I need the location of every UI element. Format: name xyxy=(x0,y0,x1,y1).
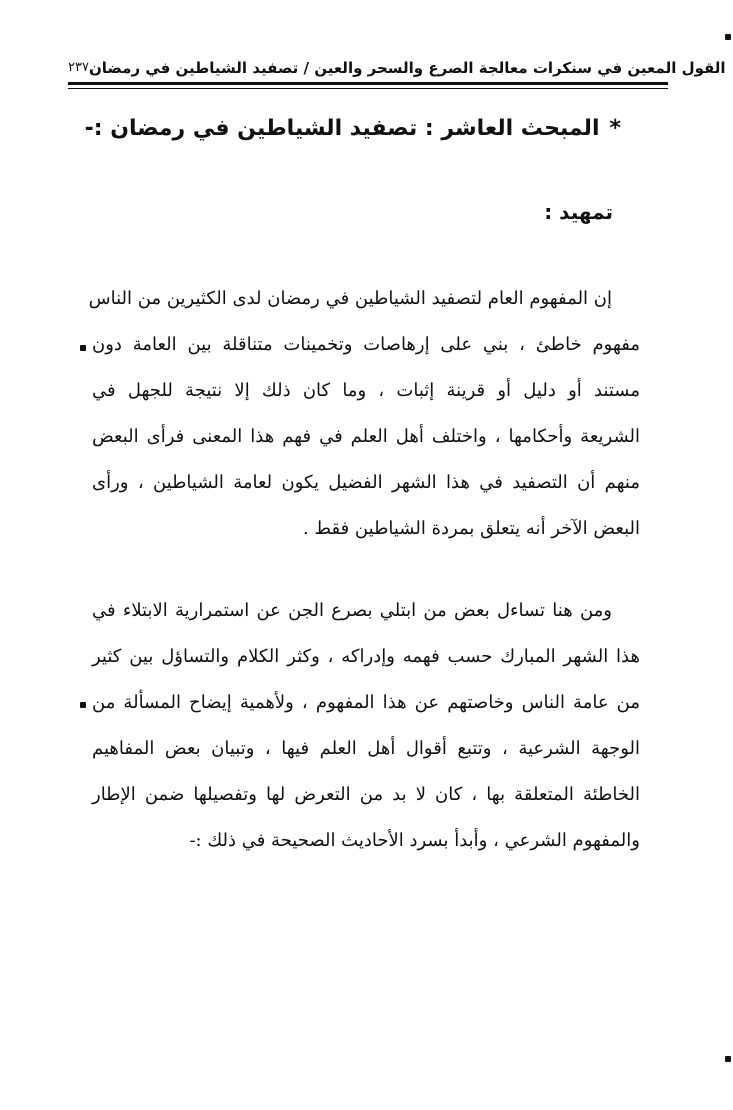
paragraph-line: مستند أو دليل أو قرينة إثبات ، وما كان ذلك إلا نتيجة للجهل في xyxy=(92,380,640,401)
asterisk-icon: * xyxy=(609,116,621,141)
paragraph-line: الشريعة وأحكامها ، واختلف أهل العلم في فهم هذا المعنى فرأى البعض xyxy=(92,426,640,447)
paragraph-line: البعض الآخر أنه يتعلق بمردة الشياطين فقط . xyxy=(302,518,640,539)
paragraph-line: الخاطئة المتعلقة بها ، كان لا بد من التعرض لها وتفصيلها ضمن الإطار xyxy=(92,784,640,805)
scan-margin-mark xyxy=(725,34,731,40)
page-number: ٢٣٧ xyxy=(68,60,89,75)
section-title: المبحث العاشر : تصفيد الشياطين في رمضان :- xyxy=(84,116,600,141)
paragraph-line: منهم أن التصفيد في هذا الشهر الفضيل يكون لعامة الشياطين ، ورأى xyxy=(92,472,640,493)
paragraph-line: مفهوم خاطئ ، بني على إرهاصات وتخمينات متناقلة بين العامة دون xyxy=(92,334,640,355)
running-header xyxy=(68,44,726,78)
paragraph-line: الوجهة الشرعية ، وتتبع أقوال أهل العلم فيها ، وتبيان بعض المفاهيم xyxy=(92,738,640,759)
scan-margin-mark xyxy=(80,702,86,708)
paragraph-2 xyxy=(92,588,640,864)
intro-heading: تمهيد : xyxy=(544,200,613,224)
scan-margin-mark xyxy=(725,1056,731,1062)
paragraph-line: ومن هنا تساءل بعض من ابتلي بصرع الجن عن استمرارية الابتلاء في xyxy=(92,600,612,621)
scan-margin-mark xyxy=(80,345,86,351)
header-rule-thin xyxy=(68,88,668,89)
paragraph-1 xyxy=(88,276,640,552)
paragraph-line: والمفهوم الشرعي ، وأبدأ بسرد الأحاديث الصحيحة في ذلك :- xyxy=(189,830,640,851)
header-rule-thick xyxy=(68,82,668,85)
paragraph-line: من عامة الناس وخاصتهم عن هذا المفهوم ، ولأهمية إيضاح المسألة من xyxy=(92,692,640,713)
section-heading xyxy=(85,116,621,141)
running-header-title: القول المعين في سنكرات معالجة الصرع والسحر والعين / تصفيد الشياطين في رمضان xyxy=(88,59,726,77)
paragraph-line: هذا الشهر المبارك حسب فهمه وإدراكه ، وكثر الكلام والتساؤل بين كثير xyxy=(92,646,640,667)
paragraph-line: إن المفهوم العام لتصفيد الشياطين في رمضان لدى الكثيرين من الناس xyxy=(88,288,612,309)
